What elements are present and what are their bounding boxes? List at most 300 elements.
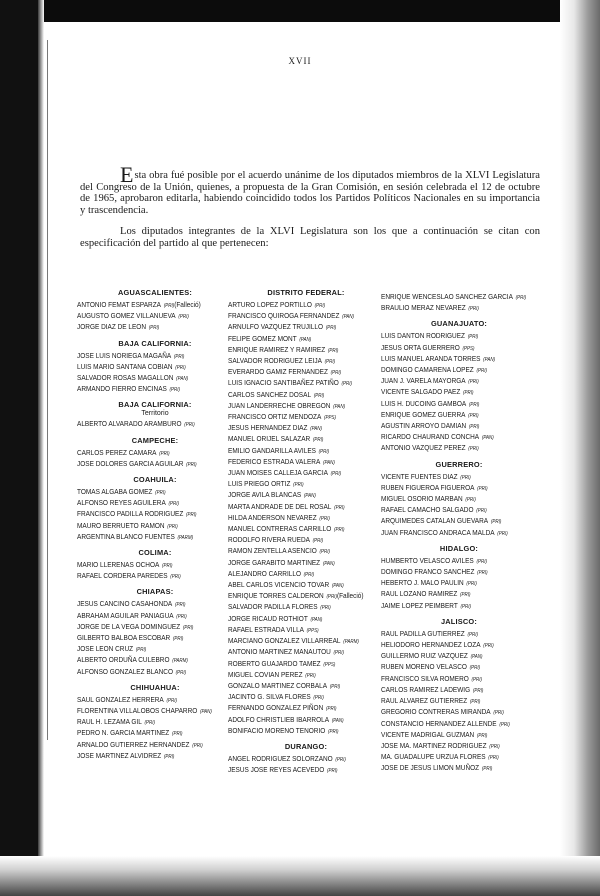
deputy-entry <box>381 376 521 387</box>
deputy-name: SALVADOR ROSAS MAGALLON <box>77 373 174 383</box>
deputy-name: JOSE DE JESUS LIMON MUÑOZ <box>381 763 480 773</box>
party-label: (PRI) <box>467 631 478 638</box>
deputy-entry <box>228 765 368 776</box>
deputy-name: HEBERTO J. MALO PAULIN <box>381 578 464 588</box>
state-section <box>381 319 537 454</box>
party-label: (PARM) <box>343 639 359 646</box>
drop-cap: E <box>120 162 134 187</box>
party-label: (PAN) <box>481 435 494 442</box>
deputy-name: MANUEL ORIJEL SALAZAR <box>228 434 311 444</box>
deputy-name: AGUSTIN ARROYO DAMIAN <box>381 421 467 431</box>
deputy-entry <box>77 667 217 678</box>
deputy-entry <box>381 651 521 662</box>
intro-paragraph-1 <box>80 162 540 216</box>
party-label: (PRI) <box>170 574 181 581</box>
deputy-name: FLORENTINA VILLALOBOS CHAPARRO <box>77 706 198 716</box>
party-label: (PAN) <box>322 459 335 466</box>
state-section <box>381 292 537 314</box>
state-section <box>77 683 233 762</box>
deputy-entry <box>381 443 521 454</box>
state-section <box>77 475 233 543</box>
deputy-entry <box>228 580 368 591</box>
deputy-entry <box>381 343 521 354</box>
party-label: (PRI) <box>330 370 342 377</box>
party-label: (PRI) <box>477 570 488 577</box>
deputy-entry <box>381 472 521 483</box>
deputy-name: JOSE MARTINEZ ALVIDREZ <box>77 750 162 760</box>
state-subheading: Territorio <box>141 410 169 418</box>
party-label: (PAN) <box>470 654 483 661</box>
deputy-name: PEDRO N. GARCIA MARTINEZ <box>77 728 170 738</box>
party-label: (PRI) <box>171 731 183 738</box>
deputy-entry <box>228 479 368 490</box>
party-label: (PRI) <box>468 401 480 408</box>
state-heading: BAJA CALIFORNIA: <box>118 338 192 348</box>
party-label: (PRI) <box>135 647 147 654</box>
deputy-name: JOSE LEON CRUZ <box>77 644 134 654</box>
deputy-entry <box>381 399 521 410</box>
deputies-column-1 <box>77 288 233 767</box>
deputy-entry <box>381 696 521 707</box>
state-heading: COLIMA: <box>138 548 172 558</box>
deputy-entry <box>77 571 217 582</box>
party-label: (PRI) <box>185 512 197 519</box>
deputy-entry <box>77 695 217 706</box>
deputy-entry <box>228 614 368 625</box>
deputy-name: JOSE MA. MARTINEZ RODRIGUEZ <box>381 740 487 750</box>
deputy-entry <box>228 345 368 356</box>
deputy-entry <box>77 532 217 543</box>
deputy-entry <box>77 384 217 395</box>
deputy-name: JESUS ORTA GUERRERO <box>381 342 460 352</box>
deputy-name: AUGUSTO GOMEZ VILLANUEVA <box>77 311 176 321</box>
deputy-name: RUBEN MORENO VELASCO <box>381 662 467 672</box>
deputy-name: ALFONSO GONZALEZ BLANCO <box>77 666 173 676</box>
deputy-entry <box>77 487 217 498</box>
deputy-name: ARTURO LOPEZ PORTILLO <box>228 300 312 309</box>
deputy-entry <box>381 707 521 718</box>
deputy-name: MARTA ANDRADE DE DEL ROSAL <box>228 501 332 511</box>
state-section <box>77 288 233 334</box>
party-label: (PAN) <box>200 709 212 716</box>
deputy-name: ENRIQUE GOMEZ GUERRA <box>381 409 466 419</box>
intro-paragraph-2: Los diputados integrantes de la XLVI Legislatura son los que a continuación se citan con especificación del partido al que pertenecen: <box>80 226 540 249</box>
deputy-name: LUIS MANUEL ARANDA TORRES <box>381 353 481 363</box>
state-section <box>381 460 537 539</box>
deputy-entry <box>228 334 368 345</box>
party-label: (PRI) <box>333 527 345 534</box>
party-label: (PRI) <box>163 753 175 760</box>
deputy-name: RAFAEL ESTRADA VILLA <box>228 624 304 634</box>
deputy-name: JESUS CANCINO CASAHONDA <box>77 599 173 609</box>
deputy-entry <box>77 655 217 666</box>
party-label: (PRI) <box>312 538 324 545</box>
party-label: (PRI) <box>468 424 480 431</box>
party-label: (PRI) <box>155 490 166 497</box>
state-heading: GUERRERO: <box>435 459 483 469</box>
deputy-name: RAUL PADILLA GUTIERREZ <box>381 628 465 638</box>
deputy-entry <box>77 622 217 633</box>
party-label: (PAN) <box>342 314 355 321</box>
party-label: (PRI) <box>476 732 488 739</box>
party-label: (PRI) <box>293 482 304 489</box>
deputy-entry <box>77 611 217 622</box>
party-label: (PRI) <box>159 450 170 457</box>
party-label: (PRI) <box>314 303 326 309</box>
deputy-entry <box>381 601 521 612</box>
deputy-entry <box>77 459 217 470</box>
deputy-entry <box>228 356 368 367</box>
party-label: (PRI) <box>313 695 324 702</box>
deputy-name: FRANCISCO ORTIZ MENDOZA <box>228 412 322 422</box>
deputy-entry <box>77 751 217 762</box>
state-section <box>77 400 233 430</box>
scan-border-left <box>0 0 38 896</box>
deputy-entry <box>228 311 368 322</box>
deputy-name: JORGE DIAZ DE LEON <box>77 322 147 332</box>
party-label: (PRI) <box>172 636 184 643</box>
deputy-name: RICARDO CHAURAND CONCHA <box>381 432 480 442</box>
deputy-entry <box>228 390 368 401</box>
deputy-entry <box>381 741 521 752</box>
deputy-entry <box>228 513 368 524</box>
deputy-entry <box>228 754 368 765</box>
party-label: (PRI) <box>489 743 500 750</box>
deputy-name: JESUS HERNANDEZ DIAZ <box>228 423 308 433</box>
party-label: (PRI) <box>483 643 494 650</box>
deputy-entry <box>381 421 521 432</box>
deputy-name: ENRIQUE WENCESLAO SANCHEZ GARCIA <box>381 292 513 301</box>
deputy-name: GONZALO MARTINEZ CORBALA <box>228 680 328 690</box>
deputy-entry <box>77 322 217 333</box>
deputy-entry <box>228 434 368 445</box>
party-label: (PRI) <box>312 437 324 444</box>
deputy-name: JOSE DOLORES GARCIA AGUILAR <box>77 458 184 468</box>
intro-text <box>80 162 540 249</box>
deputy-entry <box>381 494 521 505</box>
deputy-entry <box>228 524 368 535</box>
state-heading: AGUASCALIENTES: <box>117 288 193 297</box>
party-label: (PRI) <box>178 314 189 321</box>
deputy-entry <box>228 636 368 647</box>
page-number: XVII <box>288 56 312 66</box>
state-heading: CAMPECHE: <box>131 435 179 445</box>
party-label: (PRI) <box>320 605 331 612</box>
deputy-name: RUBEN FIGUEROA FIGUEROA <box>381 482 475 492</box>
deputy-entry <box>381 292 527 303</box>
party-label: (PRI) <box>341 381 353 388</box>
party-label: (PRI) <box>305 672 316 679</box>
deputy-entry <box>77 311 217 322</box>
deputy-entry <box>381 567 521 578</box>
party-label: (PRI) <box>468 412 479 419</box>
deputy-name: RODOLFO RIVERA RUEDA <box>228 535 310 545</box>
deputy-name: HELIODORO HERNANDEZ LOZA <box>381 640 481 650</box>
deputy-entry <box>381 354 521 365</box>
party-label: (PRI) <box>515 295 527 301</box>
deputy-entry <box>381 662 521 673</box>
party-label: (PRI) <box>168 501 180 508</box>
party-label: (PAN) <box>331 583 344 590</box>
deputy-entry <box>77 448 217 459</box>
deputy-entry <box>228 591 368 602</box>
deputy-entry <box>228 602 368 613</box>
deputy-entry <box>77 560 217 571</box>
deputy-entry <box>381 589 521 600</box>
deputy-name: SALVADOR RODRIGUEZ LEIJA <box>228 356 322 366</box>
party-label: (PRI) <box>460 474 471 481</box>
party-label: (PRI) <box>313 392 325 399</box>
state-heading: HIDALGO: <box>439 543 479 553</box>
deputy-entry <box>381 730 521 741</box>
deputy-name: FRANCISCO QUIROGA FERNANDEZ <box>228 311 340 321</box>
deputy-entry <box>228 401 368 412</box>
deputy-name: ARNALDO GUTIERREZ HERNANDEZ <box>77 739 190 749</box>
party-label: (PAN) <box>303 493 316 500</box>
deputy-entry <box>381 410 521 421</box>
party-label: (PRI) <box>167 523 178 530</box>
deputy-entry <box>381 432 521 443</box>
deputy-entry <box>381 331 521 342</box>
party-label: (PRI) <box>184 422 195 429</box>
deputy-entry <box>77 706 217 717</box>
deputy-entry <box>77 717 217 728</box>
deputy-name: ADOLFO CHRISTLIEB IBARROLA <box>228 714 330 724</box>
party-label: (PAN) <box>310 426 323 433</box>
party-label: (PRI) <box>319 549 330 556</box>
party-label: (PRI) <box>335 756 346 763</box>
deputy-entry <box>228 647 368 658</box>
deputy-name: MA. GUADALUPE URZUA FLORES <box>381 752 486 762</box>
deputy-entry <box>228 412 368 423</box>
state-section <box>228 288 384 737</box>
party-label: (PRI) <box>186 461 197 468</box>
party-label: (PAN) <box>333 403 346 410</box>
party-label: (PRI) <box>175 669 187 676</box>
deputy-entry <box>228 715 368 726</box>
party-label: (PRI) <box>182 624 194 631</box>
party-label: (PRI) <box>166 697 177 704</box>
party-label: (PRI) <box>471 676 483 683</box>
party-label: (PRI) <box>476 508 487 515</box>
deputy-entry <box>77 633 217 644</box>
party-label: (PRI) <box>469 665 481 672</box>
party-label: (PRI) <box>334 504 345 511</box>
party-label: (PPS) <box>462 345 475 352</box>
deputy-entry <box>77 300 217 311</box>
deputy-name: ANGEL RODRIGUEZ SOLORZANO <box>228 753 333 763</box>
deputy-name: RAUL LOZANO RAMIREZ <box>381 589 458 599</box>
deputy-name: MARCIANO GONZALEZ VILLARREAL <box>228 636 341 646</box>
deputy-name: JAIME LOPEZ PEIMBERT <box>381 600 458 610</box>
deputy-name: ALFONSO REYES AGUILERA <box>77 498 166 508</box>
party-label: (PRI) <box>460 592 471 599</box>
deputy-entry <box>228 322 368 333</box>
deputy-entry <box>381 674 521 685</box>
deputy-entry <box>228 670 368 681</box>
party-label: (PRI) <box>318 448 330 455</box>
deputy-entry <box>381 528 521 539</box>
deputy-name: ENRIQUE TORRES CALDERON <box>228 591 324 601</box>
deputy-name: LUIS IGNACIO SANTIBAÑEZ PATIÑO <box>228 378 339 388</box>
deputy-name: GUILLERMO RUIZ VAZQUEZ <box>381 651 468 661</box>
deputy-name: ENRIQUE RAMIREZ Y RAMIREZ <box>228 344 326 354</box>
state-section <box>77 339 233 396</box>
deputy-entry <box>228 535 368 546</box>
party-label: (PRI) <box>162 563 173 570</box>
deputy-entry <box>381 505 521 516</box>
party-label: (PRI) <box>174 602 186 609</box>
party-label: (PRI) <box>319 515 330 522</box>
party-label: (PRI) <box>327 347 339 354</box>
party-label: (PRI) <box>468 379 479 386</box>
deputy-name: RAUL H. LEZAMA GIL <box>77 717 142 727</box>
deputy-entry <box>228 692 368 703</box>
deputy-name: DOMINGO FRANCO SANCHEZ <box>381 567 475 577</box>
party-label: (PRI) <box>333 650 345 657</box>
deputy-name: HUMBERTO VELASCO AVILES <box>381 555 474 565</box>
party-label: (PRI) <box>468 446 479 453</box>
state-section <box>77 548 233 582</box>
deputy-name: BRAULIO MERAZ NEVAREZ <box>381 303 466 313</box>
deputy-entry <box>228 546 368 557</box>
party-label: (PRI) <box>148 325 160 332</box>
party-label: (PRI) <box>463 390 474 397</box>
deputy-name: ALBERTO ALVARADO ARAMBURO <box>77 419 182 429</box>
deputy-name: HILDA ANDERSON NEVAREZ <box>228 512 317 522</box>
deputy-entry <box>77 740 217 751</box>
deputy-entry <box>77 728 217 739</box>
party-label: (PAN) <box>310 616 323 623</box>
intro-paragraph-1-rest: sta obra fué posible por el acuerdo unánime de los diputados miembros de la XLVI Legislatura del Congreso de la Unión, quienes, a propuesta de la Gran Comisión, en sesión celebrada el 12 de octubre de 1965, aprobaron editarla, habiendo coincidido todos los Partidos Políticos Nacionales en su importancia y trascendencia. <box>80 170 540 216</box>
deputy-name: CONSTANCIO HERNANDEZ ALLENDE <box>381 718 497 728</box>
party-label: (PAN) <box>483 356 496 363</box>
deputy-name: JUAN LANDERRECHE OBREGON <box>228 400 331 410</box>
deputy-entry <box>381 578 521 589</box>
deputy-entry <box>228 490 368 501</box>
deputy-name: ABRAHAM AGUILAR PANIAGUA <box>77 610 174 620</box>
party-label: (PRI) <box>493 710 504 717</box>
state-section <box>381 617 537 775</box>
deputy-name: RAUL ALVAREZ GUTIERREZ <box>381 696 468 706</box>
party-label: (PRI) <box>325 706 337 713</box>
party-label: (PRI) <box>327 728 339 735</box>
party-label: (PRI) <box>163 303 175 309</box>
deputy-entry <box>77 419 217 430</box>
deputy-entry <box>228 569 368 580</box>
scan-shadow-right <box>560 0 600 896</box>
state-heading: JALISCO: <box>440 616 478 626</box>
party-label: (PRI) <box>467 334 479 341</box>
deputy-entry <box>381 629 521 640</box>
deputy-name: ANTONIO MARTINEZ MANAUTOU <box>228 647 331 657</box>
deputy-name: CARLOS PEREZ CAMARA <box>77 447 157 457</box>
deputy-name: MARIO LLERENAS OCHOA <box>77 560 160 570</box>
deputy-entry <box>228 726 368 737</box>
deputy-entry <box>381 640 521 651</box>
deputy-name: GILBERTO BALBOA ESCOBAR <box>77 633 171 643</box>
state-heading: CHIHUAHUA: <box>130 682 180 692</box>
deputy-entry <box>77 498 217 509</box>
scan-shadow-left <box>38 0 44 896</box>
deputy-entry <box>228 502 368 513</box>
deputies-column-2 <box>228 288 384 781</box>
state-heading: GUANAJUATO: <box>430 319 488 329</box>
deputy-name: MANUEL CONTRERAS CARRILLO <box>228 524 332 534</box>
party-label: (PRI) <box>465 497 476 504</box>
state-section <box>77 436 233 470</box>
party-label: (PRI) <box>175 364 186 371</box>
deputy-entry <box>228 457 368 468</box>
deputy-entry <box>381 763 521 774</box>
party-label: (PRI) <box>330 471 342 478</box>
deceased-note: (Falleció) <box>174 300 201 309</box>
deputy-entry <box>77 599 217 610</box>
deputy-entry <box>228 367 368 378</box>
deputy-name: JORGE DE LA VEGA DOMINGUEZ <box>77 621 181 631</box>
deputy-name: BONIFACIO MORENO TENORIO <box>228 725 326 735</box>
deputy-entry <box>77 509 217 520</box>
state-section <box>77 587 233 677</box>
deputy-entry <box>228 468 368 479</box>
deputy-entry <box>381 483 521 494</box>
deputy-name: LUIS PRIEGO ORTIZ <box>228 479 291 489</box>
deputy-name: FELIPE GOMEZ MONT <box>228 333 297 343</box>
deputy-entry <box>228 378 368 389</box>
deputy-name: ARQUIMEDES CATALAN GUEVARA <box>381 516 489 526</box>
deputy-name: ANTONIO VAZQUEZ PEREZ <box>381 443 466 453</box>
state-heading: BAJA CALIFORNIA: <box>118 400 192 410</box>
deputy-name: RAMON ZENTELLA ASENCIO <box>228 546 317 556</box>
deputy-entry <box>381 556 521 567</box>
deceased-note: (Falleció) <box>336 591 364 601</box>
party-label: (PRI) <box>488 755 499 762</box>
deputy-name: ARGENTINA BLANCO FUENTES <box>77 531 175 541</box>
party-label: (PRI) <box>169 387 181 394</box>
page-gutter-line <box>47 40 48 740</box>
state-heading: DURANGO: <box>284 741 328 751</box>
deputy-name: ABEL CARLOS VICENCIO TOVAR <box>228 580 330 590</box>
deputy-name: TOMAS ALGABA GOMEZ <box>77 487 153 497</box>
deputy-name: JORGE RICAUD ROTHIOT <box>228 613 308 623</box>
state-heading: COAHUILA: <box>133 475 177 485</box>
party-label: (PPS) <box>324 415 337 422</box>
deputy-entry <box>381 685 521 696</box>
deputy-entry <box>381 719 521 730</box>
deputy-name: LUIS DANTON RODRIGUEZ <box>381 331 465 341</box>
party-label: (PRI) <box>499 721 510 728</box>
deputy-entry <box>77 644 217 655</box>
deputy-name: FERNANDO GONZALEZ PIÑON <box>228 703 324 713</box>
deputy-name: JUAN FRANCISCO ANDRACA MALDA <box>381 527 495 537</box>
deputy-entry <box>381 752 521 763</box>
party-label: (PRI) <box>173 353 185 360</box>
deputy-name: EMILIO GANDARILLA AVILES <box>228 445 316 455</box>
party-label: (PAN) <box>331 717 344 724</box>
party-label: (PARM) <box>172 658 188 665</box>
party-label: (PPS) <box>306 627 319 634</box>
deputy-name: FRANCISCO PADILLA RODRIGUEZ <box>77 509 184 519</box>
party-label: (PAN) <box>322 560 335 567</box>
scan-border-top <box>0 0 600 22</box>
deputy-name: FRANCISCO SILVA ROMERO <box>381 673 469 683</box>
deputy-name: DOMINGO CAMARENA LOPEZ <box>381 365 474 375</box>
party-label: (PRI) <box>477 485 488 492</box>
party-label: (PARM) <box>177 534 194 541</box>
deputy-name: ARMANDO FIERRO ENCINAS <box>77 384 167 394</box>
state-heading: CHIAPAS: <box>136 587 174 597</box>
deputy-entry <box>381 365 521 376</box>
